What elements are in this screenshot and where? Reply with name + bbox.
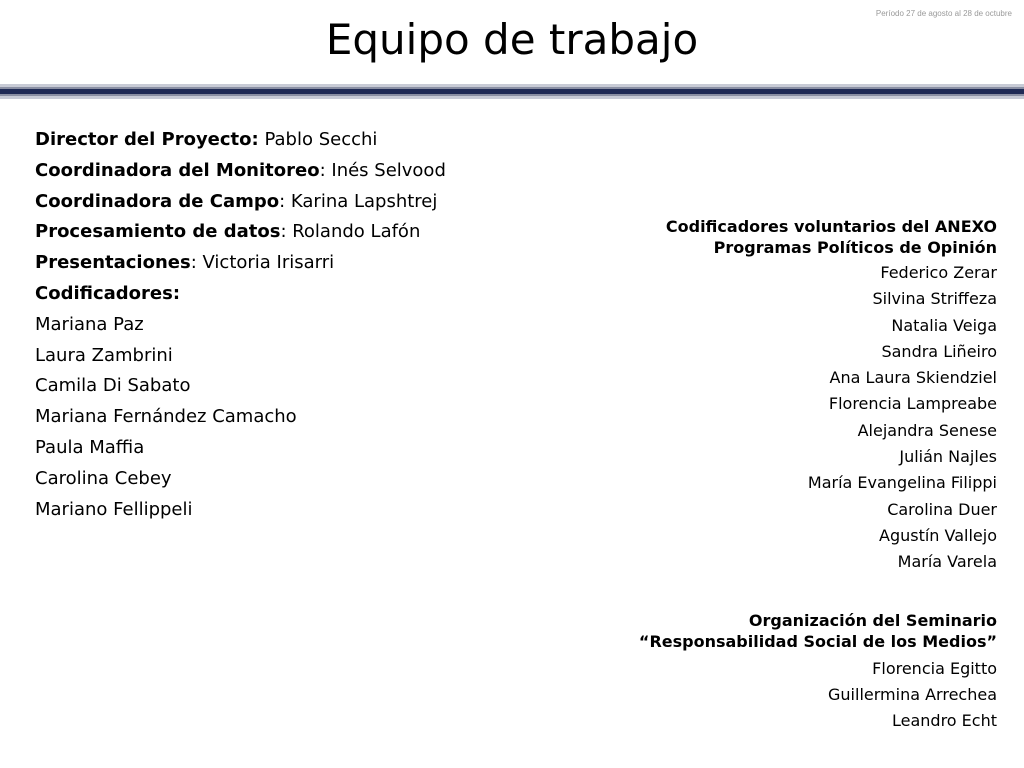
volunteers-heading-line1: Codificadores voluntarios del ANEXO [665,217,997,236]
volunteer-name: Sandra Liñeiro [881,341,997,361]
period-label: Período 27 de agosto al 28 de octubre [875,9,1012,18]
data-processing-label: Procesamiento de datos [35,221,281,243]
presentations-label: Presentaciones [35,252,191,274]
seminar-name: Guillermina Arrechea [828,684,997,704]
coders-heading [35,279,446,310]
volunteer-name: María Evangelina Filippi [807,473,997,493]
seminar-list [577,656,997,735]
volunteers-section [577,216,997,576]
field-coordinator-name: : Karina Lapshtrej [279,190,438,212]
coder-name: Mariana Fernández Camacho [35,406,297,428]
seminar-heading-line2: “Responsabilidad Social de los Medios” [638,631,997,651]
coder-name: Mariano Fellippeli [35,498,193,520]
field-coordinator-label: Coordinadora de Campo [35,190,280,212]
director-name: Pablo Secchi [258,129,378,150]
coder-name: Camila Di Sabato [35,375,191,397]
seminar-name: Florencia Egitto [872,658,997,678]
coder-name: Carolina Cebey [35,467,172,489]
presentations-name: : Victoria Irisarri [190,252,335,274]
seminar-heading-line1: Organización del Seminario [748,610,997,630]
volunteer-name: Natalia Veiga [891,315,997,335]
coder-name: Laura Zambrini [35,344,173,366]
data-processing-line [35,217,446,248]
volunteer-name: Florencia Lampreabe [828,394,997,414]
volunteer-name: Carolina Duer [887,499,997,519]
volunteer-name: Federico Zerar [880,263,997,282]
monitoring-coordinator-label: Coordinadora del Monitoreo [35,159,320,181]
volunteer-name: Alejandra Senese [857,420,997,440]
rule-light-bottom [0,96,1024,99]
monitoring-coordinator-line [35,156,446,187]
seminar-name: Leandro Echt [892,711,997,731]
coders-label: Codificadores: [35,282,181,304]
coder-name: Paula Maffia [35,436,145,458]
staff-list [35,125,446,525]
director-line [35,125,446,156]
volunteer-name: Julián Najles [899,447,997,467]
seminar-section [577,610,997,735]
volunteer-name: María Varela [897,552,997,572]
data-processing-name: : Rolando Lafón [280,221,421,243]
volunteers-list [577,260,997,576]
presentations-line [35,248,446,279]
director-label: Director del Proyecto: [35,129,259,150]
field-coordinator-line [35,187,446,218]
volunteer-name: Agustín Vallejo [879,525,997,545]
monitoring-coordinator-name: : Inés Selvood [319,159,446,181]
volunteer-name: Ana Laura Skiendziel [829,368,997,388]
page-title: Equipo de trabajo [325,15,699,64]
volunteer-name: Silvina Striffeza [872,289,997,309]
credits-column [577,216,997,734]
coder-name: Mariana Paz [35,313,144,335]
volunteers-heading-line2: Programas Políticos de Opinión [713,238,997,257]
